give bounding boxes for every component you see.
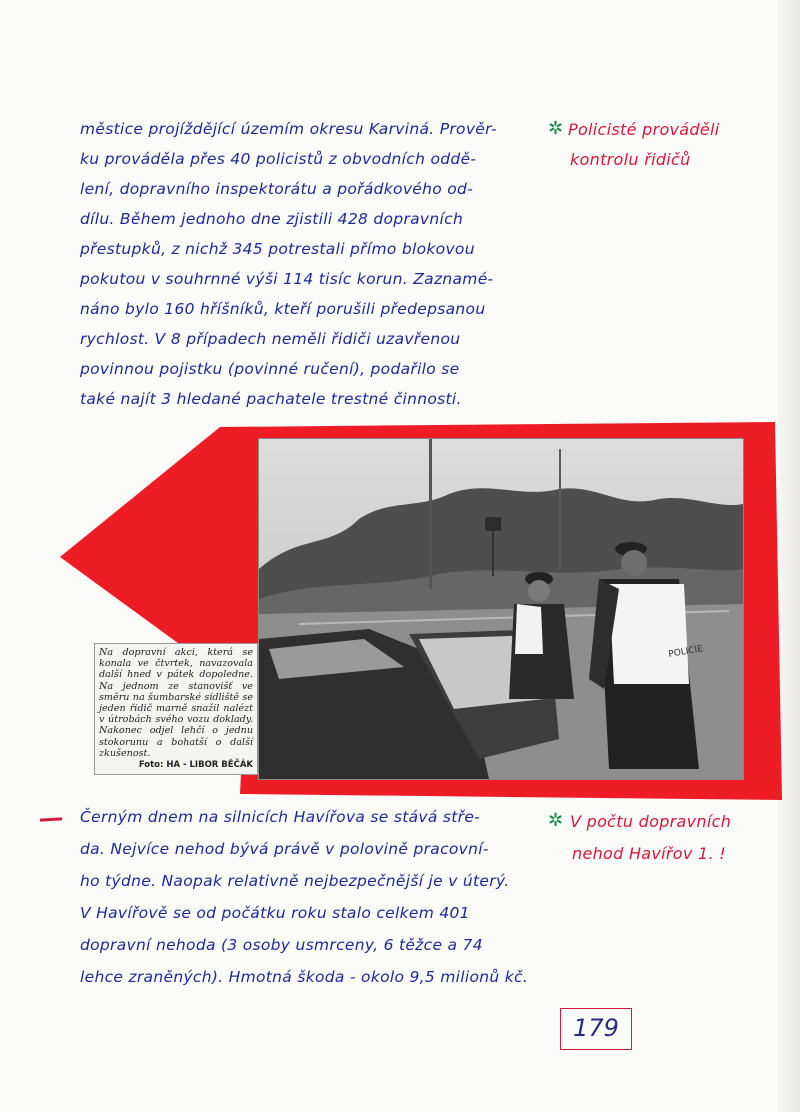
paragraph-line: pokutou v souhrnné výši 114 tisíc korun. Zaznamé- xyxy=(80,270,494,288)
green-asterisk-icon: ✲ xyxy=(548,810,564,831)
paragraph-line: rychlost. V 8 případech neměli řidiči uzavřenou xyxy=(80,330,461,348)
note-line: V počtu dopravních xyxy=(570,812,732,831)
red-dash-mark xyxy=(40,817,62,821)
paragraph-line: lehce zraněných). Hmotná škoda - okolo 9,5 milionů kč. xyxy=(80,968,529,986)
caption-text: Na dopravní akci, která se konala ve čtvrtek, navazovala další hned v pátek dopoledne. Na jednom ze stanovišť ve směru na šumbarské sídliště se jeden řidič marně snažil nalézt v útrobách svého vozu doklady. Nakonec odjel lehčí o jednu stokorunu a bohatší o další zkušenost. xyxy=(99,647,253,759)
photo-caption xyxy=(94,643,258,775)
newspaper-photo xyxy=(258,438,744,780)
police-vest-text: POLICIE xyxy=(667,644,704,660)
page-number: 179 xyxy=(560,1008,632,1050)
paragraph-line: přestupků, z nichž 345 potrestali přímo blokovou xyxy=(80,240,475,258)
handwritten-paragraph-bottom xyxy=(80,808,550,998)
note-line: Policisté prováděli xyxy=(568,120,720,139)
paragraph-line: také najít 3 hledané pachatele trestné činnosti. xyxy=(80,390,462,408)
paragraph-line: dílu. Během jednoho dne zjistili 428 dopravních xyxy=(80,210,464,228)
paragraph-line: ho týdne. Naopak relativně nejbezpečnější je v úterý. xyxy=(80,872,510,890)
margin-note-bottom xyxy=(548,808,778,868)
paragraph-line: lení, dopravního inspektorátu a pořádkového od- xyxy=(80,180,474,198)
paragraph-line: dopravní nehoda (3 osoby usmrceny, 6 těžce a 74 xyxy=(80,936,483,954)
paragraph-line: Černým dnem na silnicích Havířova se stává stře- xyxy=(80,808,481,826)
paragraph-line: ku prováděla přes 40 policistů z obvodních oddě- xyxy=(80,150,477,168)
green-asterisk-icon: ✲ xyxy=(548,118,564,139)
handwritten-paragraph-top xyxy=(80,120,550,420)
paragraph-line: povinnou pojistku (povinné ručení), podařilo se xyxy=(80,360,460,378)
note-line: kontrolu řidičů xyxy=(570,150,691,169)
margin-note-top xyxy=(548,120,778,180)
paragraph-line: V Havířově se od počátku roku stalo celkem 401 xyxy=(80,904,470,922)
paragraph-line: městice projíždějící územím okresu Karviná. Prověr- xyxy=(80,120,497,138)
photo-credit: Foto: HA - LIBOR BĚČÁK xyxy=(138,760,253,771)
paragraph-line: náno bylo 160 hříšníků, kteří porušili předepsanou xyxy=(80,300,486,318)
note-line: nehod Havířov 1. ! xyxy=(572,844,726,863)
paragraph-line: da. Nejvíce nehod bývá právě v polovině pracovní- xyxy=(80,840,489,858)
